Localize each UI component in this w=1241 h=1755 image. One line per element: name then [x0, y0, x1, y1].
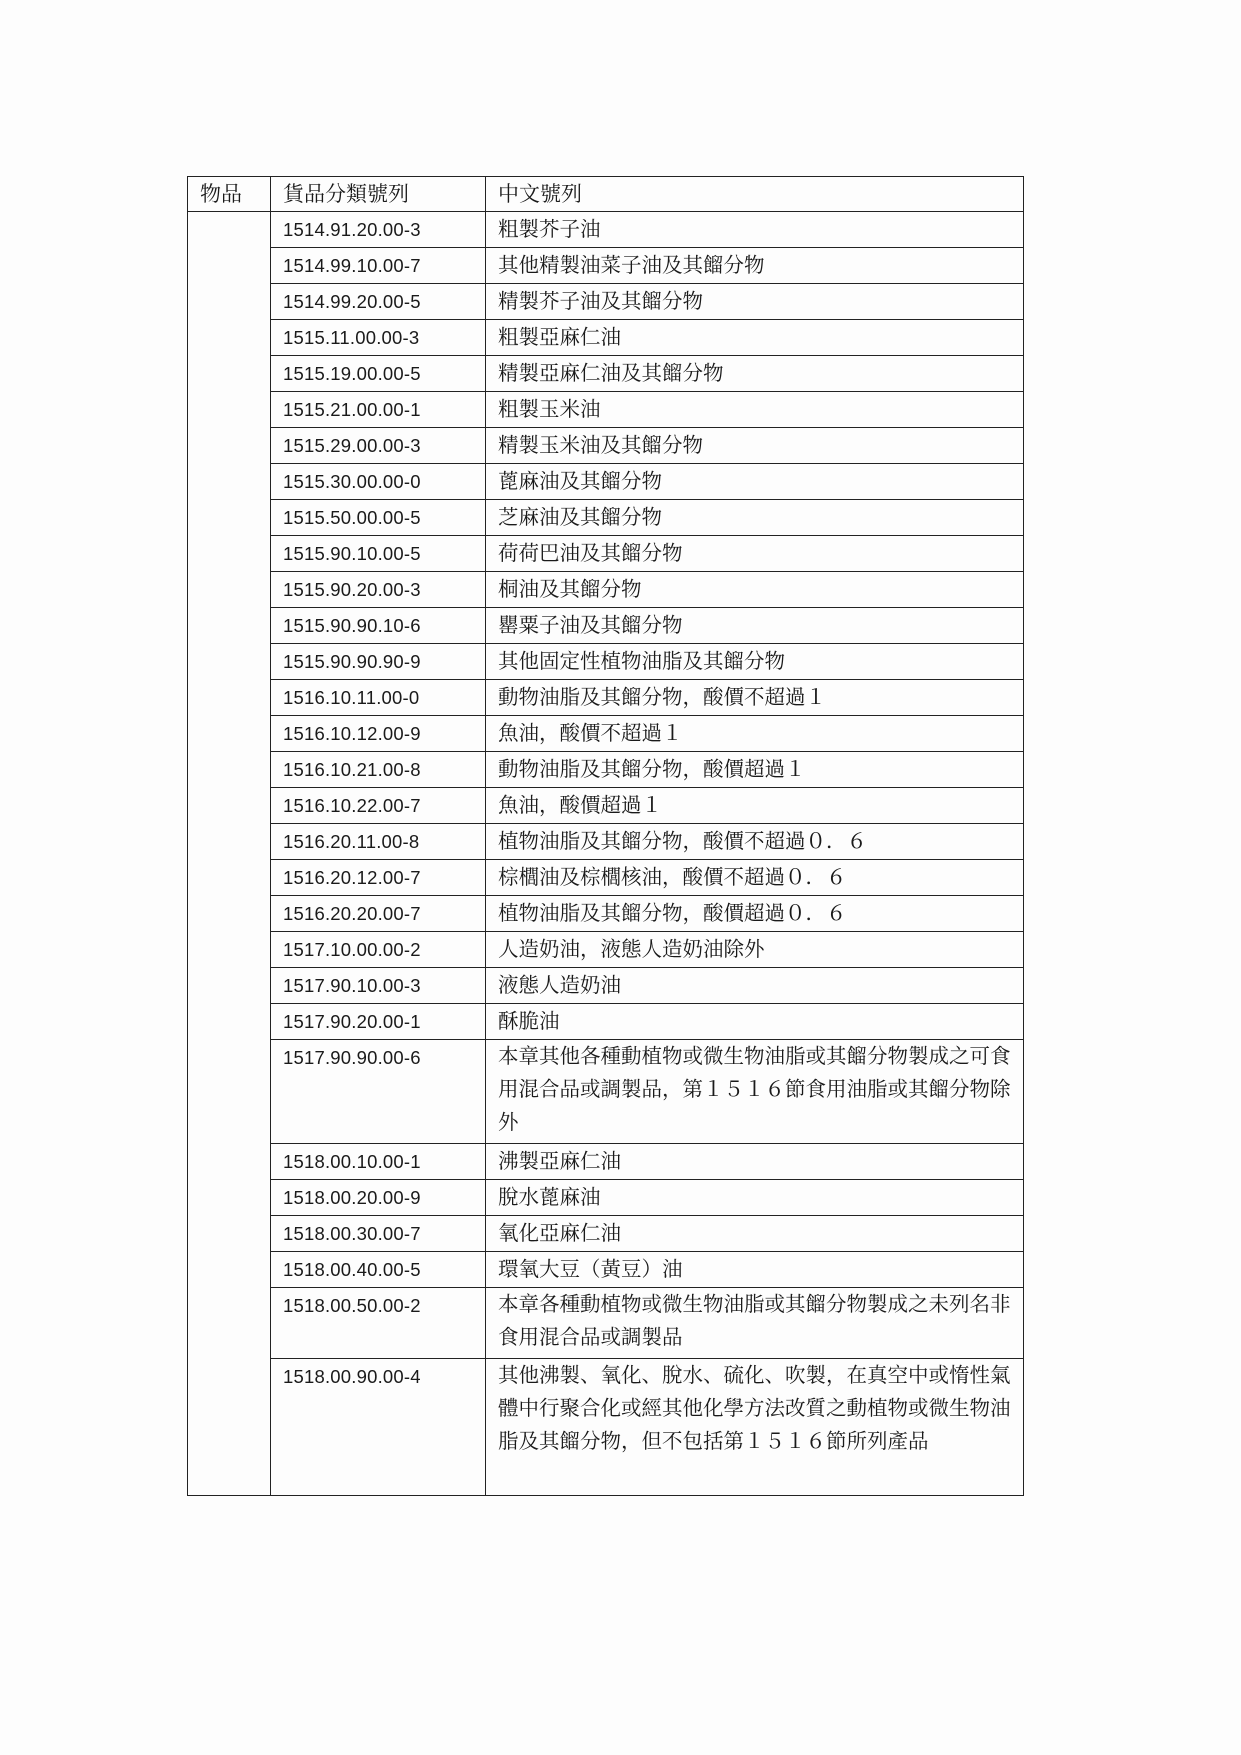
table-row	[188, 788, 1024, 824]
table-row	[188, 716, 1024, 752]
chinese-description-cell: 精製亞麻仁油及其餾分物	[486, 356, 1024, 392]
tariff-code-cell: 1516.20.20.00-7	[271, 896, 486, 932]
chinese-description-cell: 魚油，酸價超過１	[486, 788, 1024, 824]
chinese-description-cell: 氧化亞麻仁油	[486, 1216, 1024, 1252]
table-row	[188, 896, 1024, 932]
tariff-code-cell: 1515.90.10.00-5	[271, 536, 486, 572]
chinese-description-cell: 動物油脂及其餾分物，酸價超過１	[486, 752, 1024, 788]
table-row	[188, 536, 1024, 572]
tariff-code-cell: 1516.10.12.00-9	[271, 716, 486, 752]
table-row	[188, 1216, 1024, 1252]
tariff-code-cell: 1515.90.90.10-6	[271, 608, 486, 644]
table-row	[188, 860, 1024, 896]
tariff-code-cell: 1515.50.00.00-5	[271, 500, 486, 536]
table-row	[188, 824, 1024, 860]
tariff-table	[187, 176, 1024, 1496]
table-row	[188, 572, 1024, 608]
table-row	[188, 1359, 1024, 1496]
chinese-description-cell: 本章各種動植物或微生物油脂或其餾分物製成之未列名非食用混合品或調製品	[486, 1288, 1024, 1359]
chinese-description-cell: 酥脆油	[486, 1004, 1024, 1040]
chinese-description-cell: 粗製芥子油	[486, 212, 1024, 248]
chinese-description-cell: 植物油脂及其餾分物，酸價超過０．６	[486, 896, 1024, 932]
tariff-code-cell: 1518.00.20.00-9	[271, 1180, 486, 1216]
chinese-description-cell: 沸製亞麻仁油	[486, 1144, 1024, 1180]
tariff-code-cell: 1516.20.11.00-8	[271, 824, 486, 860]
tariff-code-cell: 1518.00.90.00-4	[271, 1359, 486, 1496]
item-cell	[188, 212, 271, 1496]
table-header-row	[188, 177, 1024, 212]
table-row	[188, 1180, 1024, 1216]
tariff-code-cell: 1515.90.90.90-9	[271, 644, 486, 680]
tariff-code-cell: 1518.00.50.00-2	[271, 1288, 486, 1359]
header-item: 物品	[188, 177, 271, 212]
table-row	[188, 356, 1024, 392]
chinese-description-cell: 動物油脂及其餾分物，酸價不超過１	[486, 680, 1024, 716]
chinese-description-cell: 精製玉米油及其餾分物	[486, 428, 1024, 464]
tariff-code-cell: 1516.20.12.00-7	[271, 860, 486, 896]
table-row	[188, 644, 1024, 680]
chinese-description-cell: 液態人造奶油	[486, 968, 1024, 1004]
chinese-description-cell: 芝麻油及其餾分物	[486, 500, 1024, 536]
chinese-description-cell: 魚油，酸價不超過１	[486, 716, 1024, 752]
table-row	[188, 320, 1024, 356]
tariff-code-cell: 1516.10.11.00-0	[271, 680, 486, 716]
table-row	[188, 680, 1024, 716]
table-row	[188, 608, 1024, 644]
tariff-code-cell: 1517.90.20.00-1	[271, 1004, 486, 1040]
tariff-code-cell: 1515.21.00.00-1	[271, 392, 486, 428]
table-row	[188, 212, 1024, 248]
header-description: 中文號列	[486, 177, 1024, 212]
chinese-description-cell: 植物油脂及其餾分物，酸價不超過０．６	[486, 824, 1024, 860]
tariff-code-cell: 1514.99.10.00-7	[271, 248, 486, 284]
table-row	[188, 1144, 1024, 1180]
chinese-description-cell: 蓖麻油及其餾分物	[486, 464, 1024, 500]
chinese-description-cell: 粗製玉米油	[486, 392, 1024, 428]
header-code: 貨品分類號列	[271, 177, 486, 212]
chinese-description-cell: 棕櫚油及棕櫚核油，酸價不超過０．６	[486, 860, 1024, 896]
chinese-description-cell: 人造奶油，液態人造奶油除外	[486, 932, 1024, 968]
tariff-code-cell: 1515.11.00.00-3	[271, 320, 486, 356]
chinese-description-cell: 其他固定性植物油脂及其餾分物	[486, 644, 1024, 680]
chinese-description-cell: 本章其他各種動植物或微生物油脂或其餾分物製成之可食用混合品或調製品，第１５１６節食用油脂或其餾分物除外	[486, 1040, 1024, 1144]
table-row	[188, 1040, 1024, 1144]
tariff-code-cell: 1518.00.40.00-5	[271, 1252, 486, 1288]
table-row	[188, 500, 1024, 536]
tariff-code-cell: 1516.10.22.00-7	[271, 788, 486, 824]
table-row	[188, 1252, 1024, 1288]
table-row	[188, 932, 1024, 968]
tariff-code-cell: 1515.29.00.00-3	[271, 428, 486, 464]
table-row	[188, 1004, 1024, 1040]
table-row	[188, 1288, 1024, 1359]
tariff-code-cell: 1515.30.00.00-0	[271, 464, 486, 500]
chinese-description-cell: 其他沸製、氧化、脫水、硫化、吹製，在真空中或惰性氣體中行聚合化或經其他化學方法改質之動植物或微生物油脂及其餾分物，但不包括第１５１６節所列產品	[486, 1359, 1024, 1496]
tariff-code-cell: 1517.90.90.00-6	[271, 1040, 486, 1144]
table-row	[188, 392, 1024, 428]
chinese-description-cell: 粗製亞麻仁油	[486, 320, 1024, 356]
chinese-description-cell: 環氧大豆（黃豆）油	[486, 1252, 1024, 1288]
chinese-description-cell: 脫水蓖麻油	[486, 1180, 1024, 1216]
tariff-code-cell: 1516.10.21.00-8	[271, 752, 486, 788]
tariff-code-cell: 1515.19.00.00-5	[271, 356, 486, 392]
table-row	[188, 968, 1024, 1004]
chinese-description-cell: 罌粟子油及其餾分物	[486, 608, 1024, 644]
table-row	[188, 752, 1024, 788]
chinese-description-cell: 桐油及其餾分物	[486, 572, 1024, 608]
chinese-description-cell: 其他精製油菜子油及其餾分物	[486, 248, 1024, 284]
tariff-code-cell: 1515.90.20.00-3	[271, 572, 486, 608]
chinese-description-cell: 荷荷巴油及其餾分物	[486, 536, 1024, 572]
table-row	[188, 428, 1024, 464]
tariff-code-cell: 1517.10.00.00-2	[271, 932, 486, 968]
tariff-code-cell: 1518.00.30.00-7	[271, 1216, 486, 1252]
table-row	[188, 464, 1024, 500]
tariff-code-cell: 1518.00.10.00-1	[271, 1144, 486, 1180]
table-row	[188, 284, 1024, 320]
tariff-code-cell: 1514.91.20.00-3	[271, 212, 486, 248]
chinese-description-cell: 精製芥子油及其餾分物	[486, 284, 1024, 320]
tariff-code-cell: 1514.99.20.00-5	[271, 284, 486, 320]
table-row	[188, 248, 1024, 284]
tariff-code-cell: 1517.90.10.00-3	[271, 968, 486, 1004]
